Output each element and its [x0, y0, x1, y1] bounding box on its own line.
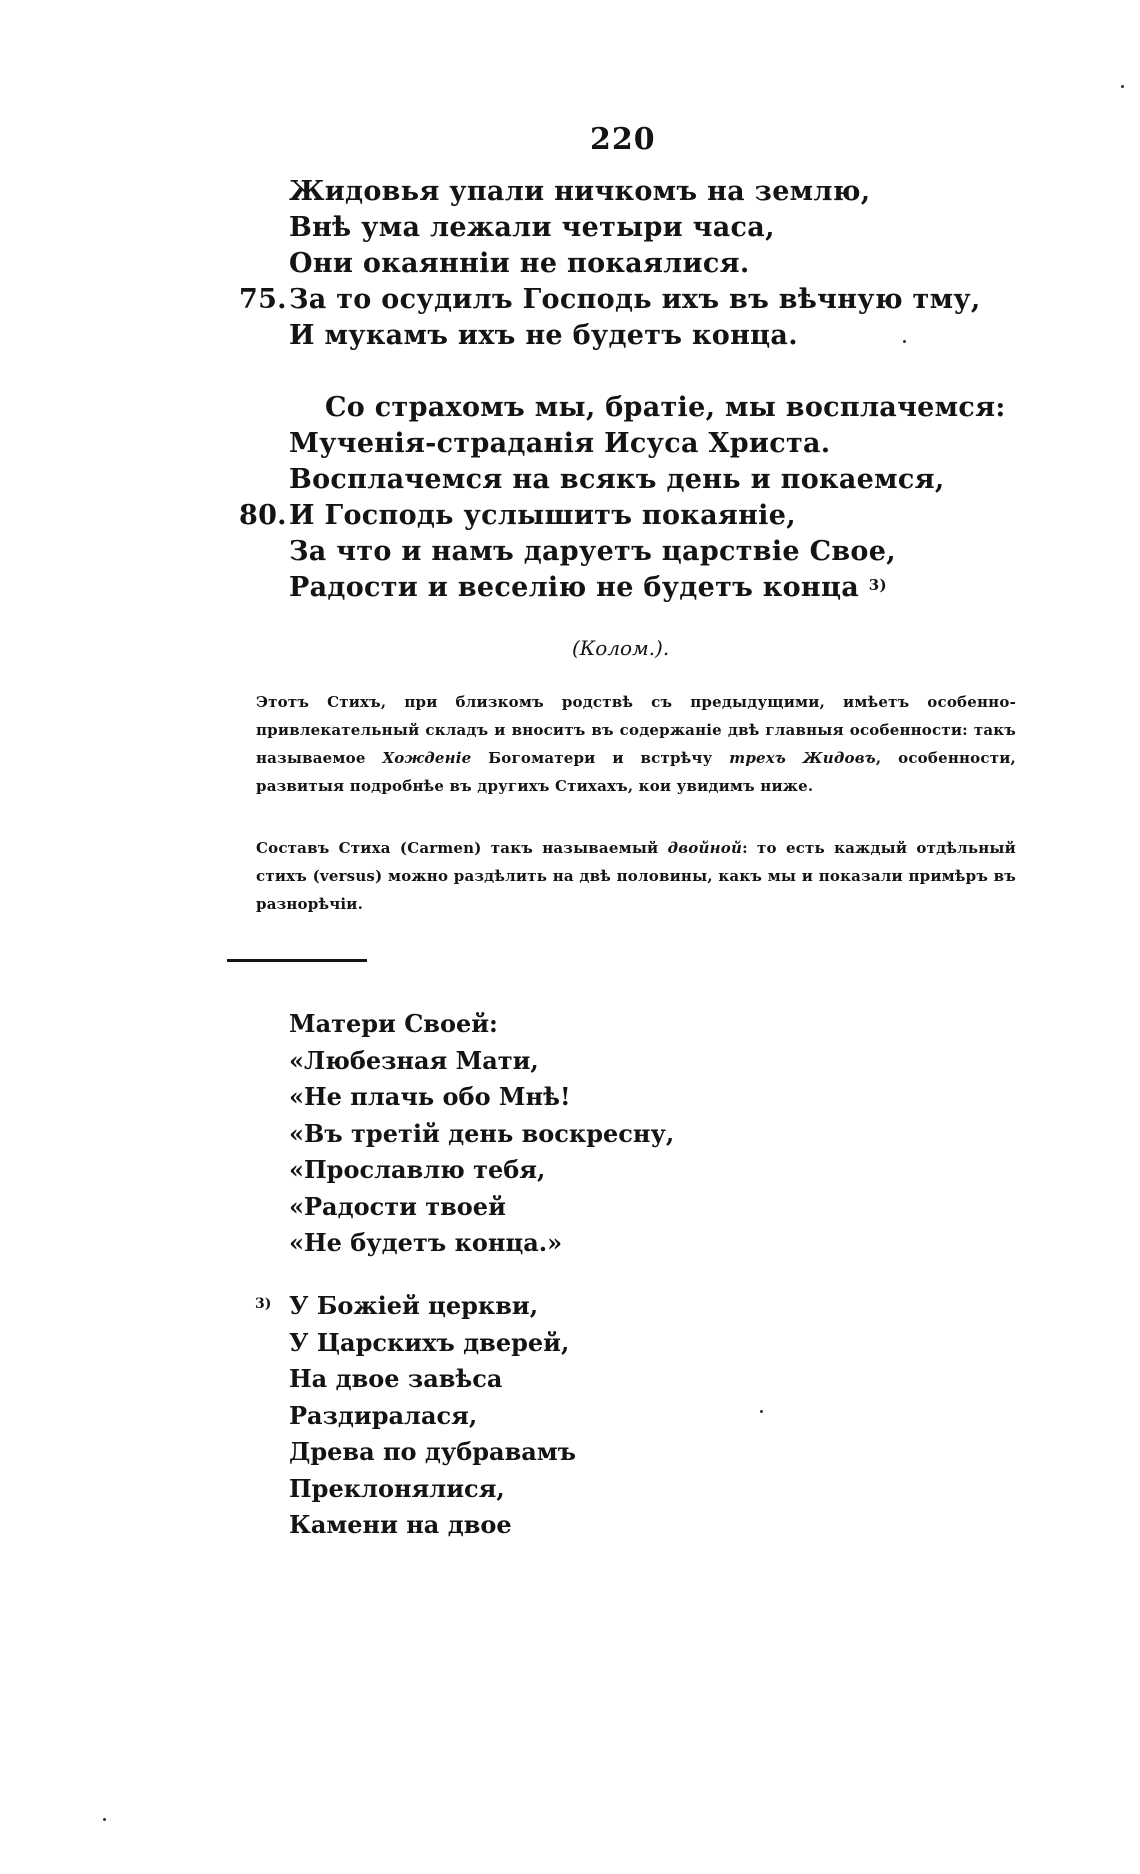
verse-line: Внѣ ума лежали четыри часа, — [289, 212, 775, 243]
verse-line: 80. И Господь услышитъ покаянiе, — [289, 498, 1006, 534]
footnote-line: «Радости твоей — [289, 1191, 506, 1221]
line-number: 80. — [239, 500, 287, 531]
scan-speck — [760, 1410, 763, 1413]
scan-speck — [903, 340, 906, 343]
footnote-line: «Не плачь обо Мнѣ! — [289, 1082, 571, 1111]
scan-speck — [1121, 85, 1124, 88]
verse-line: 75. За то осудилъ Господь ихъ въ вѣчную тму, — [289, 282, 981, 318]
footnote-line: «Прославлю тебя, — [289, 1155, 546, 1184]
footnote-line: Преклонялися, — [289, 1473, 505, 1503]
footnote-continuation — [289, 1006, 674, 1262]
footnote-reference[interactable]: 3) — [868, 576, 887, 594]
source-attribution: (Колом.). — [572, 636, 670, 660]
footnote-line: Древа по дубравамъ — [289, 1437, 577, 1466]
footnote-line: На двое завѣса — [289, 1364, 503, 1393]
footnote-separator — [227, 959, 367, 962]
verse-block-1 — [239, 174, 981, 354]
footnote-marker: 3) — [255, 1296, 272, 1312]
verse-block-2 — [239, 390, 1006, 606]
scan-speck — [103, 1818, 106, 1821]
footnote-line: Раздиралася, — [289, 1400, 478, 1430]
commentary-paragraph-2: Составъ Стиха (Carmen) такъ называемый двойной: то есть каждый отдѣльный стихъ (versus) можно раздѣлить на двѣ половины, какъ мы и показали примѣръ въ разнорѣчiи. — [256, 839, 1016, 913]
footnote-line: У Божiей церкви, — [289, 1291, 539, 1320]
verse-line: Они окаяннiи не покаялися. — [289, 248, 750, 279]
footnote-line: У Царскихъ дверей, — [289, 1327, 570, 1357]
verse-line: И мукамъ ихъ не будетъ конца. — [289, 320, 798, 351]
commentary-paragraph-1: Этотъ Стихъ, при близкомъ родствѣ съ предыдущими, имѣетъ особенно-привлекательный складъ и вноситъ въ содержанiе двѣ главныя особенности: такъ называемое Хожденiе Богоматери и встрѣчу трехъ Жидовъ, особенности, развитыя подробнѣе въ другихъ Стихахъ, кои увидимъ ниже. — [256, 693, 1016, 795]
footnote-line: «Любезная Мати, — [289, 1045, 539, 1075]
line-number: 75. — [239, 284, 287, 315]
verse-line: Жидовья упали ничкомъ на землю, — [289, 176, 871, 207]
verse-line: Со страхомъ мы, братiе, мы восплачемся: — [325, 392, 1006, 423]
verse-line: Радости и веселiю не будетъ конца $^{3)}$ — [289, 572, 887, 603]
footnote-3 — [255, 1288, 577, 1544]
verse-line: За что и намъ даруетъ царствiе Свое, — [289, 536, 896, 567]
verse-line: Мученiя-страданiя Исуса Христа. — [289, 428, 831, 459]
footnote-line: «Не будетъ конца.» — [289, 1228, 563, 1257]
verse-line: Восплачемся на всякъ день и покаемся, — [289, 464, 945, 495]
footnote-line: Камени на двое — [289, 1510, 512, 1539]
footnote-line: Матери Своей: — [289, 1009, 498, 1038]
page-number: 220 — [590, 122, 656, 157]
footnote-line: «Въ третiй день воскресну, — [289, 1118, 675, 1148]
